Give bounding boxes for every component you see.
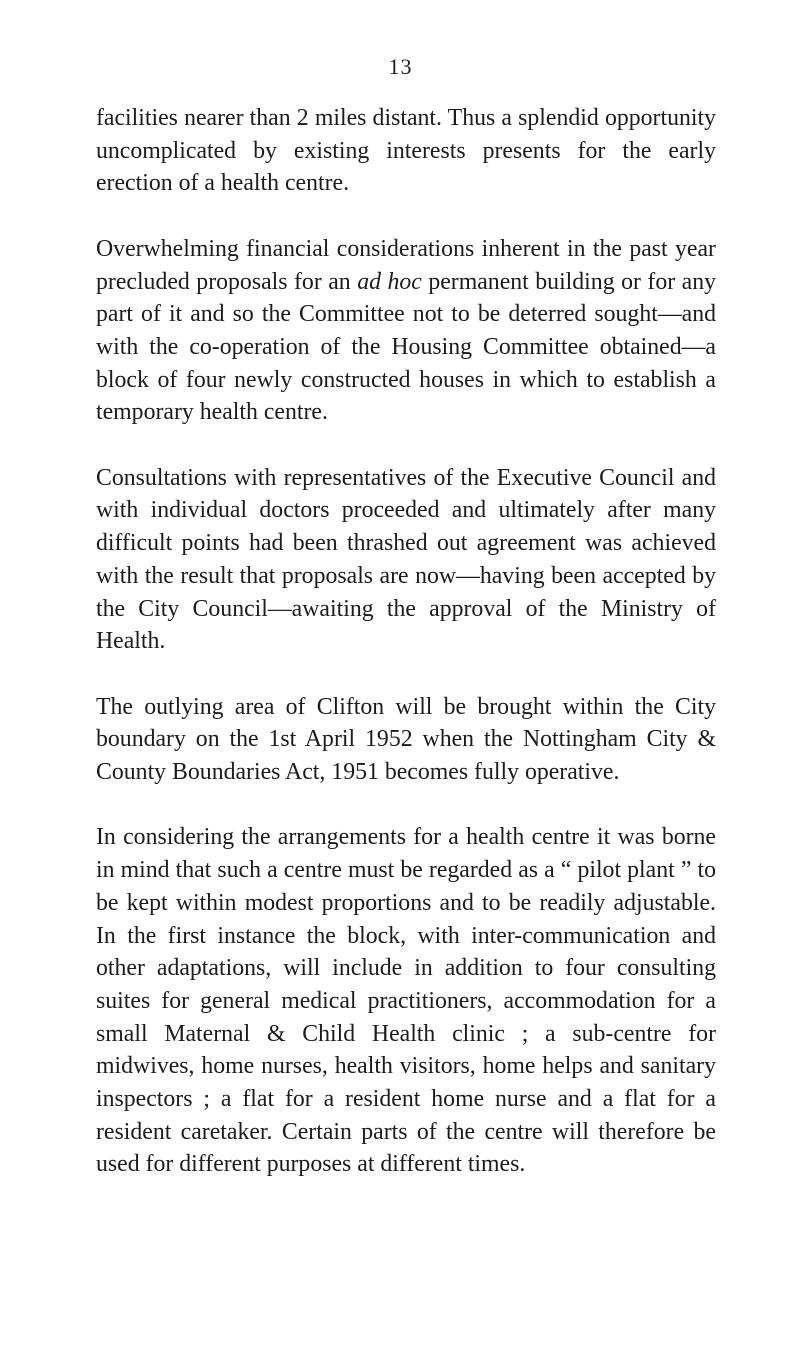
- paragraph-text: facilities nearer than 2 miles distant. Thus a splendid opportunity uncomplicated by existing interests presents for the early erection of a health centre.: [96, 105, 716, 197]
- paragraph-5: [96, 821, 716, 1181]
- paragraph-text: permanent building or for any part of it and so the Committee not to be deterred sought—and with the co-operation of the Housing Committee obtained—a block of four newly constructed houses in which to establish a temporary health centre.: [96, 268, 716, 426]
- italic-phrase: ad hoc: [357, 268, 422, 295]
- paragraph-text: The outlying area of Clifton will be brought within the City boundary on the 1st April 1952 when the Nottingham City & County Boundaries Act, 1951 becomes fully operative.: [96, 693, 716, 786]
- paragraph-4: [96, 691, 716, 789]
- paragraph-text: In considering the arrangements for a health centre it was borne in mind that such a centre must be regarded as a “ pilot plant ” to be kept within modest proportions and to be readily adjustable. In the first instance the block, with inter-communication and other adaptations, will include in addition to four consulting suites for general medical practitioners, accommodation for a small Maternal & Child Health clinic ; a sub-centre for midwives, home nurses, health visitors, home helps and sanitary inspectors ; a flat for a resident home nurse and a flat for a resident caretaker. Certain parts of the centre will therefore be used for different purposes at different times.: [96, 824, 716, 1178]
- page-number: 13: [388, 54, 413, 79]
- body-text: [96, 102, 716, 1181]
- paragraph-2: [96, 233, 716, 429]
- paragraph-1: [96, 102, 716, 200]
- paragraph-text: Overwhelming financial considerations inherent in the past year precluded proposals for an: [96, 235, 716, 295]
- paragraph-text: Consultations with representatives of the Executive Council and with individual doctors proceeded and ultimately after many difficult points had been thrashed out agreement was achieved with the result that proposals are now—having been accepted by the City Council—awaiting the approval of the Ministry of Health.: [96, 464, 716, 655]
- paragraph-3: [96, 462, 716, 658]
